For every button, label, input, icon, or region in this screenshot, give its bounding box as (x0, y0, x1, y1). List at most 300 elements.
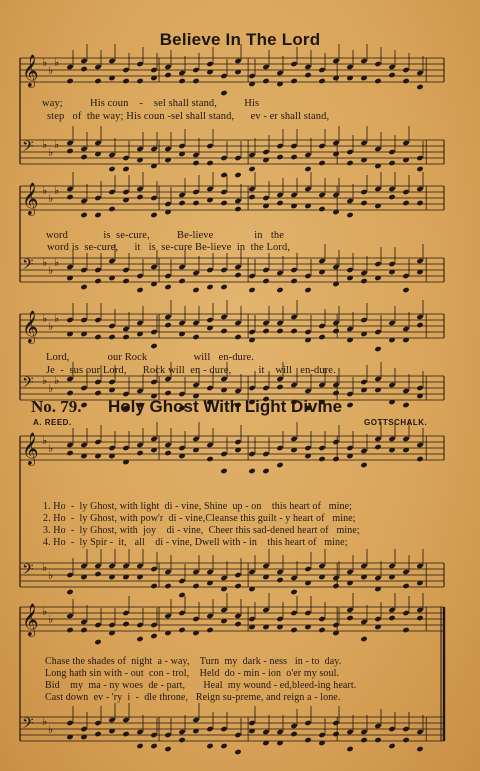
note-head (402, 569, 409, 575)
note-head (346, 326, 353, 332)
note-head (206, 743, 213, 749)
note-head (220, 726, 227, 732)
flat-sign: ♭ (42, 57, 48, 69)
note-head (234, 172, 241, 178)
note-head (150, 583, 157, 589)
note-head (262, 64, 269, 70)
note-head (248, 152, 255, 158)
note-head (192, 436, 199, 442)
note-head (346, 569, 353, 575)
note-head (318, 732, 325, 738)
note-head (248, 273, 255, 279)
note-head (136, 442, 143, 448)
note-head (402, 402, 409, 408)
note-head (416, 84, 423, 90)
note-head (94, 212, 101, 218)
flat-sign: ♭ (54, 375, 60, 387)
note-head (108, 189, 115, 195)
note-head (94, 64, 101, 70)
note-head (178, 320, 185, 326)
note-head (122, 731, 129, 737)
note-head (318, 78, 325, 84)
note-head (346, 729, 353, 735)
note-head (136, 78, 143, 84)
note-head (332, 320, 339, 326)
flat-sign: ♭ (42, 375, 48, 387)
note-head (150, 195, 157, 201)
note-head (164, 442, 171, 448)
note-head (416, 314, 423, 320)
note-head (108, 334, 115, 340)
note-head (206, 613, 213, 619)
note-head (178, 70, 185, 76)
note-head (416, 385, 423, 391)
flat-sign: ♭ (42, 185, 48, 197)
author-credit: A. REED. (33, 418, 72, 427)
note-head (276, 320, 283, 326)
note-head (80, 267, 87, 273)
note-head (318, 192, 325, 198)
note-head (402, 726, 409, 732)
flat-sign: ♭ (48, 614, 54, 626)
note-head (164, 613, 171, 619)
note-head (122, 67, 129, 73)
note-head (360, 737, 367, 743)
note-head (332, 456, 339, 462)
note-head (290, 731, 297, 737)
flat-sign: ♭ (42, 257, 48, 269)
note-head (248, 720, 255, 726)
note-head (94, 731, 101, 737)
note-head (178, 729, 185, 735)
note-head (388, 149, 395, 155)
note-head (360, 636, 367, 642)
note-head (94, 140, 101, 146)
treble-clef: 𝄞 (22, 182, 39, 215)
note-head (304, 273, 311, 279)
note-head (80, 66, 87, 72)
lyric-line: Lord, our Rock will en-dure. (46, 352, 254, 363)
note-head (304, 166, 311, 172)
note-head (164, 376, 171, 382)
note-head (360, 448, 367, 454)
treble-clef: 𝄞 (22, 603, 39, 636)
note-head (192, 382, 199, 388)
note-head (66, 390, 73, 396)
hymn-number: No. 79. (31, 397, 82, 416)
note-head (164, 322, 171, 328)
note-head (94, 639, 101, 645)
note-head (332, 390, 339, 396)
verse-line: Bid my ma - ny woes de - part, Heal my wound - ed,bleed-ing heart. (45, 680, 357, 691)
note-head (150, 566, 157, 572)
note-head (388, 72, 395, 78)
note-head (318, 67, 325, 73)
note-head (150, 732, 157, 738)
note-head (388, 320, 395, 326)
flat-sign: ♭ (48, 265, 54, 277)
note-head (290, 589, 297, 595)
note-head (262, 195, 269, 201)
flat-sign: ♭ (54, 313, 60, 325)
note-head (192, 569, 199, 575)
note-head (276, 70, 283, 76)
lyric-line: step of the way; His coun -sel shall stand, ev - er shall stand, (47, 111, 330, 122)
note-head (416, 563, 423, 569)
note-head (416, 607, 423, 613)
note-head (164, 284, 171, 290)
note-head (290, 328, 297, 334)
note-head (234, 334, 241, 340)
note-head (178, 264, 185, 270)
flat-sign: ♭ (48, 65, 54, 77)
note-head (80, 385, 87, 391)
note-head (346, 445, 353, 451)
note-head (332, 583, 339, 589)
note-head (108, 379, 115, 385)
note-head (178, 627, 185, 633)
note-head (402, 737, 409, 743)
note-head (164, 314, 171, 320)
note-head (192, 200, 199, 206)
note-head (164, 390, 171, 396)
note-head (262, 328, 269, 334)
note-head (220, 172, 227, 178)
note-head (332, 731, 339, 737)
note-head (346, 391, 353, 397)
note-head (192, 152, 199, 158)
note-head (206, 627, 213, 633)
note-head (234, 583, 241, 589)
note-head (150, 67, 157, 73)
note-head (276, 384, 283, 390)
note-head (304, 737, 311, 743)
note-head (150, 343, 157, 349)
note-head (192, 270, 199, 276)
note-head (374, 186, 381, 192)
note-head (360, 278, 367, 284)
note-head (66, 376, 73, 382)
note-head (248, 569, 255, 575)
note-head (318, 616, 325, 622)
note-head (150, 212, 157, 218)
note-head (276, 462, 283, 468)
note-head (388, 743, 395, 749)
note-head (304, 445, 311, 451)
note-head (248, 451, 255, 457)
note-head (66, 194, 73, 200)
note-head (402, 200, 409, 206)
note-head (290, 192, 297, 198)
note-head (192, 189, 199, 195)
note-head (122, 166, 129, 172)
note-head (80, 627, 87, 633)
note-head (108, 622, 115, 628)
note-head (346, 615, 353, 621)
note-head (220, 376, 227, 382)
note-head (178, 737, 185, 743)
note-head (136, 450, 143, 456)
note-head (248, 73, 255, 79)
note-head (150, 633, 157, 639)
note-head (66, 572, 73, 578)
note-head (360, 462, 367, 468)
note-head (248, 385, 255, 391)
note-head (220, 200, 227, 206)
note-head (234, 198, 241, 204)
note-head (318, 382, 325, 388)
note-head (108, 445, 115, 451)
note-head (220, 743, 227, 749)
note-head (94, 278, 101, 284)
note-head (318, 627, 325, 633)
note-head (262, 607, 269, 613)
note-head (234, 155, 241, 161)
note-head (122, 621, 129, 627)
note-head (94, 571, 101, 577)
note-head (388, 194, 395, 200)
note-head (178, 200, 185, 206)
note-head (374, 723, 381, 729)
note-head (220, 468, 227, 474)
note-head (234, 439, 241, 445)
note-head (220, 575, 227, 581)
note-head (402, 287, 409, 293)
note-head (374, 737, 381, 743)
note-head (108, 323, 115, 329)
note-head (108, 563, 115, 569)
verse-line: Cast down ev - 'ry i - dle throne, Reign su-preme, and reign a - lone. (45, 692, 341, 703)
note-head (262, 385, 269, 391)
note-head (66, 627, 73, 633)
flat-sign: ♭ (42, 139, 48, 151)
note-head (66, 186, 73, 192)
note-head (374, 575, 381, 581)
note-head (374, 146, 381, 152)
note-head (122, 445, 129, 451)
note-head (332, 382, 339, 388)
note-head (234, 264, 241, 270)
note-head (220, 90, 227, 96)
note-head (164, 732, 171, 738)
note-head (234, 732, 241, 738)
note-head (332, 575, 339, 581)
note-head (164, 450, 171, 456)
note-head (346, 212, 353, 218)
note-head (136, 388, 143, 394)
note-head (304, 72, 311, 78)
note-head (346, 160, 353, 166)
note-head (248, 329, 255, 335)
note-head (416, 442, 423, 448)
note-head (402, 627, 409, 633)
note-head (108, 166, 115, 172)
note-head (220, 267, 227, 273)
note-head (360, 729, 367, 735)
note-head (80, 146, 87, 152)
note-head (360, 140, 367, 146)
note-head (304, 566, 311, 572)
bass-clef: 𝄢 (22, 561, 34, 582)
note-head (388, 64, 395, 70)
note-head (136, 194, 143, 200)
note-head (150, 743, 157, 749)
note-head (220, 73, 227, 79)
note-head (178, 278, 185, 284)
note-head (402, 140, 409, 146)
note-head (66, 78, 73, 84)
note-head (66, 140, 73, 146)
note-head (178, 578, 185, 584)
lyric-line: word is se-cure, it is se-cure Be-lieve in the Lord, (47, 242, 291, 253)
note-head (346, 402, 353, 408)
note-head (192, 583, 199, 589)
note-head (136, 622, 143, 628)
note-head (192, 160, 199, 166)
note-head (80, 284, 87, 290)
note-head (80, 726, 87, 732)
flat-sign: ♭ (48, 147, 54, 159)
note-head (276, 328, 283, 334)
note-head (416, 186, 423, 192)
note-head (150, 436, 157, 442)
note-head (402, 388, 409, 394)
note-head (332, 192, 339, 198)
note-head (80, 563, 87, 569)
note-head (304, 388, 311, 394)
note-head (122, 717, 129, 723)
note-head (94, 317, 101, 323)
note-head (178, 78, 185, 84)
flat-sign: ♭ (54, 139, 60, 151)
note-head (304, 287, 311, 293)
note-head (220, 607, 227, 613)
flat-sign: ♭ (48, 383, 54, 395)
note-head (416, 166, 423, 172)
note-head (402, 67, 409, 73)
verse-line: 2. Ho - ly Ghost, with pow'r di - vine,Cleanse this guilt - y heart of mine; (43, 513, 356, 524)
lyric-line: way; His coun - sel shall stand, His (42, 98, 260, 109)
note-head (94, 622, 101, 628)
note-head (304, 64, 311, 70)
note-head (262, 451, 269, 457)
note-head (290, 723, 297, 729)
note-head (94, 195, 101, 201)
note-head (206, 143, 213, 149)
note-head (276, 154, 283, 160)
note-head (416, 746, 423, 752)
note-head (150, 264, 157, 270)
note-head (332, 439, 339, 445)
flat-sign: ♭ (48, 443, 54, 455)
note-head (290, 627, 297, 633)
note-head (164, 72, 171, 78)
note-head (402, 436, 409, 442)
note-head (402, 583, 409, 589)
bass-clef: 𝄢 (22, 256, 34, 277)
note-head (304, 186, 311, 192)
note-head (262, 468, 269, 474)
note-head (346, 746, 353, 752)
note-head (108, 152, 115, 158)
note-head (66, 720, 73, 726)
note-head (220, 189, 227, 195)
note-head (402, 78, 409, 84)
note-head (94, 390, 101, 396)
note-head (416, 615, 423, 621)
note-head (164, 146, 171, 152)
flat-sign: ♭ (48, 193, 54, 205)
note-head (388, 186, 395, 192)
note-head (136, 287, 143, 293)
note-head (80, 154, 87, 160)
note-head (290, 575, 297, 581)
note-head (276, 270, 283, 276)
note-head (262, 729, 269, 735)
note-head (262, 278, 269, 284)
note-head (80, 198, 87, 204)
treble-clef: 𝄞 (22, 432, 39, 465)
note-head (192, 334, 199, 340)
note-head (178, 592, 185, 598)
flat-sign: ♭ (42, 716, 48, 728)
note-head (416, 456, 423, 462)
note-head (164, 569, 171, 575)
note-head (136, 563, 143, 569)
note-head (304, 610, 311, 616)
note-head (332, 140, 339, 146)
note-head (318, 160, 325, 166)
note-head (262, 563, 269, 569)
note-head (318, 445, 325, 451)
note-head (374, 329, 381, 335)
note-head (220, 155, 227, 161)
flat-sign: ♭ (48, 321, 54, 333)
note-head (318, 258, 325, 264)
note-head (192, 717, 199, 723)
note-head (388, 160, 395, 166)
note-head (192, 287, 199, 293)
note-head (276, 287, 283, 293)
bass-clef: 𝄢 (22, 374, 34, 395)
note-head (402, 189, 409, 195)
hymn-title: Holy Ghost With Light Divine (108, 397, 343, 416)
note-head (332, 622, 339, 628)
note-head (304, 720, 311, 726)
note-head (248, 616, 255, 622)
note-head (332, 328, 339, 334)
note-head (262, 149, 269, 155)
note-head (374, 78, 381, 84)
verse-line: 3. Ho - ly Ghost, with joy di - vine, Cheer this sad-dened heart of mine; (43, 525, 360, 536)
lyric-line: Je - sus our Lord, Rock will en - dure, it will en-dure. (46, 365, 336, 376)
note-head (346, 267, 353, 273)
note-head (290, 610, 297, 616)
note-head (80, 317, 87, 323)
note-head (262, 267, 269, 273)
note-head (122, 278, 129, 284)
note-head (374, 261, 381, 267)
note-head (206, 456, 213, 462)
note-head (66, 317, 73, 323)
note-head (248, 287, 255, 293)
note-head (206, 267, 213, 273)
note-head (66, 450, 73, 456)
note-head (122, 334, 129, 340)
note-head (136, 320, 143, 326)
note-head (122, 78, 129, 84)
note-head (122, 563, 129, 569)
